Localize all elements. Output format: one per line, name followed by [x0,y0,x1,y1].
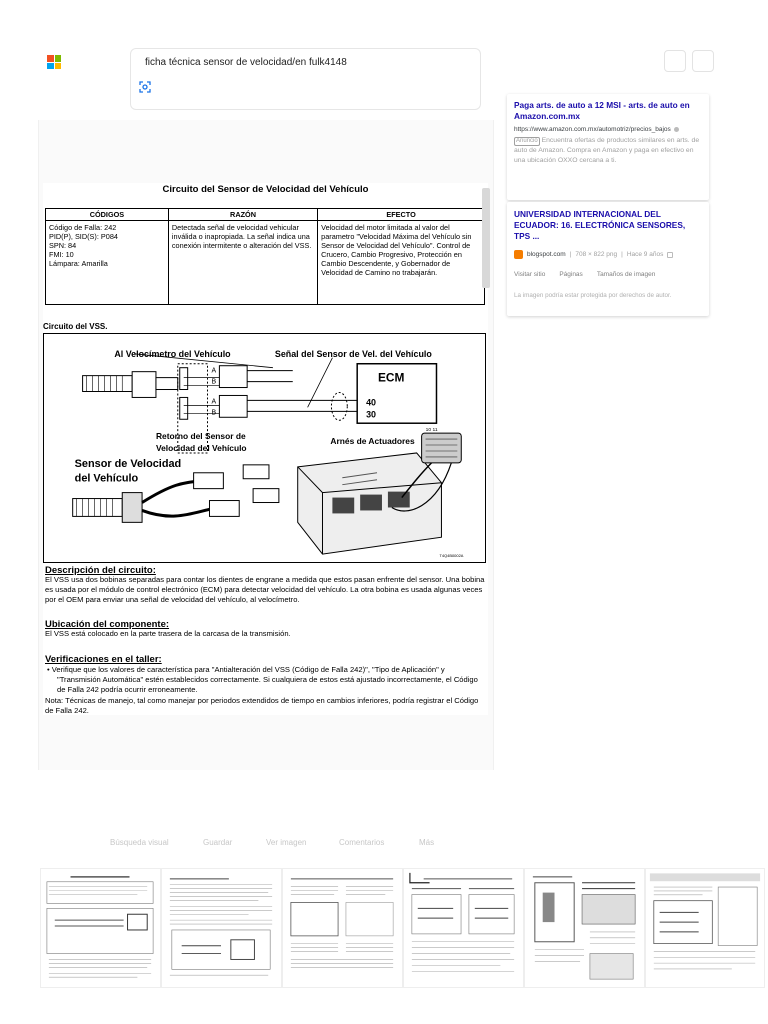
header-codes: CÓDIGOS [46,209,169,221]
result-dimensions: 708 × 822 png [575,251,618,258]
shop-check-bullet: • Verifique que los valores de característica para "Antialteración del VSS (Código de Falla 242)", "Tipo de Aplicación" y "Transmisión Automática" estén establecidos correctamente. Si cualquiera de estos está ajustado incorrectamente, el Código de Falla 242 podría ocurrir erroneamente. [47,665,478,694]
action-view-image[interactable]: Ver imagen [266,838,307,847]
pin-30: 30 [366,409,377,420]
pin-a-top: A [211,367,217,375]
logo-square-red [47,55,54,62]
pin-40: 40 [366,397,377,408]
chip-visit-site[interactable]: Visitar sitio [514,271,546,278]
meta-separator-1: | [569,251,572,258]
search-box[interactable] [130,48,481,110]
ad-badge: Anuncio [516,138,538,144]
circuit-description-heading: Descripción del circuito: [45,565,156,576]
result-description-row [514,136,702,165]
logo-square-blue [47,63,54,70]
pin-b-top: B [211,378,217,386]
result-site[interactable]: blogspot.com [527,251,566,258]
result-title[interactable]: Paga arts. de auto a 12 MSI - arts. de auto en Amazon.com.mx [514,100,690,121]
label-harness: Arnés de Actuadores [330,436,415,447]
circuit-description: El VSS usa dos bobinas separadas para contar los dientes de engrane a medida que estos pasan enfrente del sensor. Una bobina es usada por el módulo de control electrónico (ECM) para detectar velocidad del vehículo. La otra bobina es usada algunas veces por el OEM para enviar una señal de velocidad del vehículo, al velocímetro. [45,575,485,604]
chip-pages[interactable]: Páginas [559,271,583,278]
copyright-notice: La imagen podría estar protegida por derechos de autor. [514,292,672,299]
image-scroll-tab[interactable] [482,188,490,288]
action-save[interactable]: Guardar [203,838,233,847]
cell-codes: Código de Falla: 242 PID(P), SID(S): P084 SPN: 84 FMI: 10 Lámpara: Amarilla [46,221,169,305]
meta-separator-2: | [621,251,623,258]
codes-table [45,208,485,305]
result-url[interactable]: https://www.amazon.com.mx/automotriz/precios_bajos [514,126,671,133]
label-signal: Señal del Sensor de Vel. del Vehículo [274,348,432,359]
logo-square-green [55,55,62,62]
result-card-amazon[interactable] [507,94,709,200]
document-image[interactable] [43,183,488,715]
connector-pins-label: 10 11 [425,428,438,434]
copy-icon[interactable] [667,252,673,258]
label-sensor-1: Sensor de Velocidad [74,457,182,470]
label-return-2: Velocidad del Vehículo [155,442,247,453]
note-text: Nota: Técnicas de manejo, tal como manejar por periodos extendidos de tiempo en cambios inferiores, podría registrar el Código de Falla 242. [45,696,479,715]
harness-marker [331,392,347,420]
sensor-probe-icon [83,372,178,398]
result-card-blogspot[interactable] [507,202,709,316]
shop-checks-heading: Verificaciones en el taller: [45,654,162,665]
result-description: Encuentra ofertas de productos similares en arts. de auto de Amazon. Compra en Amazon y paga en efectivo en una ubicación OXXO cercana a ti. [514,137,700,164]
thumbnail-4[interactable] [403,868,524,988]
result-url-row [514,126,702,133]
header-reason: RAZÓN [168,209,317,221]
thumbnail-1[interactable] [40,868,161,988]
result-age: Hace 9 años [626,251,664,258]
thumbnail-3[interactable] [282,868,403,988]
ecm-label: ECM [378,370,405,385]
blogger-icon [514,250,523,259]
label-speedometer: Al Velocímetro del Vehículo [114,348,231,359]
result-title[interactable]: UNIVERSIDAD INTERNACIONAL DEL ECUADOR: 16. ELECTRÓNICA SENSORES, TPS ... [514,209,686,241]
app-logo[interactable] [47,55,61,69]
related-thumbnails [40,868,768,988]
action-visual-search[interactable]: Búsqueda visual [110,838,169,847]
action-more[interactable]: Más [419,838,435,847]
visual-search-icon[interactable] [139,81,151,93]
label-return-1: Retorno del Sensor de [155,431,246,442]
circuit-label: Circuito del VSS. [43,322,108,331]
figure-code: T4Q4B0002A [439,553,464,559]
pin-b-bottom: B [211,409,217,417]
top-action-button-1[interactable] [664,50,686,72]
location-heading: Ubicación del componente: [45,619,170,630]
label-sensor-2: del Vehículo [74,472,139,485]
vss-circuit-diagram [43,333,486,563]
result-chips [514,271,702,278]
action-feedback[interactable]: Comentarios [339,838,385,847]
cell-effect: Velocidad del motor limitada al valor del parametro "Velocidad Máxima del Vehículo sin Sensor de Velocidad del Vehículo". Control de Crucero, Cambio Progresivo, Protección en Cambio Descendente, y Gobernador de Velocidad de Camino no trabajarán. [318,221,485,305]
ecm-module-icon [298,453,442,554]
chip-image-sizes[interactable]: Tamaños de imagen [596,271,656,278]
thumbnail-5[interactable] [524,868,645,988]
thumbnail-6[interactable] [645,868,765,988]
logo-square-yellow [55,63,62,70]
pin-a-bottom: A [211,398,217,406]
header-effect: EFECTO [318,209,485,221]
top-action-button-2[interactable] [692,50,714,72]
location-text: El VSS está colocado en la parte trasera de la carcasa de la transmisión. [45,629,291,638]
cell-reason: Detectada señal de velocidad vehicular inválida o inapropiada. La señal indica una conexión intermitente o alteración del VSS. [168,221,317,305]
search-input[interactable]: ficha técnica sensor de velocidad/en fulk4148 [145,57,347,68]
info-dot-icon[interactable] [674,127,679,132]
result-meta [514,250,702,259]
document-title: Circuito del Sensor de Velocidad del Vehículo [162,184,369,195]
thumbnail-2[interactable] [161,868,282,988]
